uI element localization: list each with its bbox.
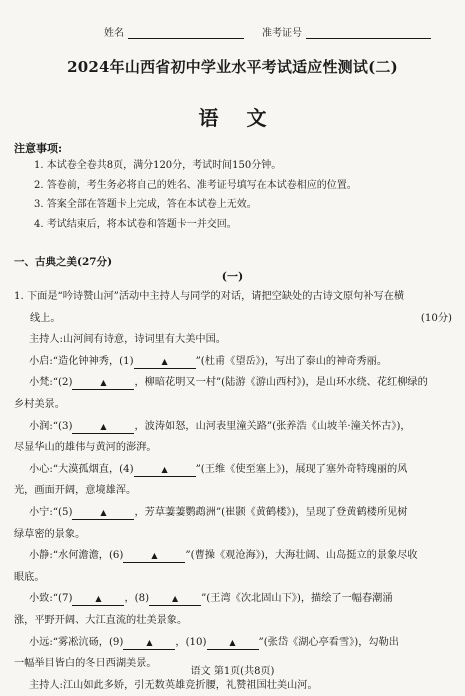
- dialogue-xiaorun-cont: 尽显华山的雄伟与黄河的澎湃。: [14, 442, 157, 454]
- triangle-marker-icon: ▲: [100, 507, 107, 517]
- triangle-marker-icon: ▲: [229, 637, 236, 647]
- answer-blank-8[interactable]: [149, 593, 201, 606]
- candidate-info-line: [104, 24, 431, 39]
- answer-blank-2[interactable]: [72, 377, 134, 390]
- section-heading: 一、古典之美(27分): [14, 256, 113, 268]
- dialogue-xiaoning-cont: 绿草密的景象。: [14, 528, 86, 540]
- dialogue-xiaoqi: 小启:“造化钟神秀，(1) ▲ ”(杜甫《望岳》)，写出了泰山的神奇秀丽。: [29, 355, 388, 367]
- answer-blank-4[interactable]: [134, 464, 196, 477]
- notice-item: 4. 考试结束后，将本试卷和答题卡一并交回。: [34, 218, 237, 230]
- question-stem-cont: 线上。 (10分): [14, 308, 454, 330]
- notice-heading: 注意事项:: [14, 142, 63, 155]
- exam-id-blank[interactable]: [306, 28, 431, 39]
- dialogue-xiaoning: 小宁:“(5) ▲ ，芳草萋萋鹦鹉洲”(崔颢《黄鹤楼》)，呈现了登黄鹤楼所见树: [29, 506, 408, 518]
- triangle-marker-icon: ▲: [161, 464, 168, 474]
- dialogue-xiaoyuan: 小远:“雾凇沆砀，(9) ▲ ，(10) ▲ ”(张岱《湖心亭看雪》)，勾勒出: [29, 636, 399, 648]
- answer-blank-5[interactable]: [72, 507, 134, 520]
- triangle-marker-icon: ▲: [100, 421, 107, 431]
- triangle-marker-icon: ▲: [146, 637, 153, 647]
- dialogue-xiaofan-cont: 乡村美景。: [14, 398, 65, 410]
- question-stem: 1. 下面是“吟诗赞山河”活动中主持人与同学的对话，请把空缺处的古诗文原句补写在横: [14, 291, 405, 302]
- triangle-marker-icon: ▲: [100, 378, 107, 388]
- notice-item: 2. 答卷前，考生务必将自己的姓名、准考证号填写在本试卷相应的位置。: [34, 179, 357, 191]
- answer-blank-9[interactable]: [123, 637, 175, 650]
- answer-blank-1[interactable]: [134, 356, 196, 369]
- host-closing: 主持人:江山如此多娇，引无数英雄竞折腰，礼赞祖国壮美山河。: [29, 679, 318, 691]
- dialogue-xiaozhi: 小致:“(7) ▲ ，(8) ▲ ”(王湾《次北固山下》)，描绘了一幅春潮涌: [29, 593, 393, 605]
- exam-id-label: 准考证号: [262, 28, 302, 39]
- exam-title: 2024年山西省初中学业水平考试适应性测试(二): [67, 58, 398, 76]
- answer-blank-3[interactable]: [72, 421, 134, 434]
- dialogue-xiaorun: 小润:“(3) ▲ ，波涛如怒，山河表里潼关路”(张养浩《山坡羊·潼关怀古》)，: [29, 420, 411, 432]
- host-opening: 主持人:山河间有诗意，诗词里有大美中国。: [29, 334, 226, 346]
- subject-title: 语文: [198, 106, 295, 130]
- triangle-marker-icon: ▲: [161, 356, 168, 366]
- triangle-marker-icon: ▲: [95, 594, 102, 604]
- score-label: (10分): [420, 312, 452, 324]
- dialogue-xiaojing-cont: 眼底。: [14, 571, 45, 583]
- name-blank[interactable]: [128, 28, 244, 39]
- notice-list: [34, 156, 357, 234]
- dialogue-xiaojing: 小静:“水何澹澹，(6) ▲ ”(曹操《观沧海》)，大海壮阔、山岛挺立的景象尽收: [29, 550, 418, 562]
- dialogue-xiaoxin-cont: 光，画面开阔，意境雄浑。: [14, 485, 137, 497]
- triangle-marker-icon: ▲: [172, 594, 179, 604]
- dialogue-xiaozhi-cont: 涨，平野开阔、大江直流的壮美景象。: [14, 614, 188, 626]
- part-heading: (一): [221, 270, 244, 283]
- answer-blank-10[interactable]: [207, 637, 259, 650]
- question-1: [14, 286, 454, 696]
- answer-blank-7[interactable]: [72, 593, 124, 606]
- name-label: 姓名: [104, 28, 124, 39]
- answer-blank-6[interactable]: [123, 550, 185, 563]
- dialogue-xiaoyuan-cont: 一幅举目皆白的冬日西湖美景。: [14, 658, 157, 670]
- triangle-marker-icon: ▲: [151, 551, 158, 561]
- dialogue-xiaofan: 小梵:“(2) ▲ ，柳暗花明又一村”(陆游《游山西村》)，是山环水绕、花红柳绿的: [29, 377, 428, 389]
- dialogue-xiaoxin: 小心:“大漠孤烟直，(4) ▲ ”(王维《使至塞上》)，展现了塞外奇特瑰丽的风: [29, 463, 408, 475]
- notice-item: 1. 本试卷全卷共8页，满分120分，考试时间150分钟。: [34, 160, 282, 171]
- page-footer: 语文 第1页(共8页): [190, 666, 275, 677]
- notice-item: 3. 答案全部在答题卡上完成，答在本试卷上无效。: [34, 199, 257, 211]
